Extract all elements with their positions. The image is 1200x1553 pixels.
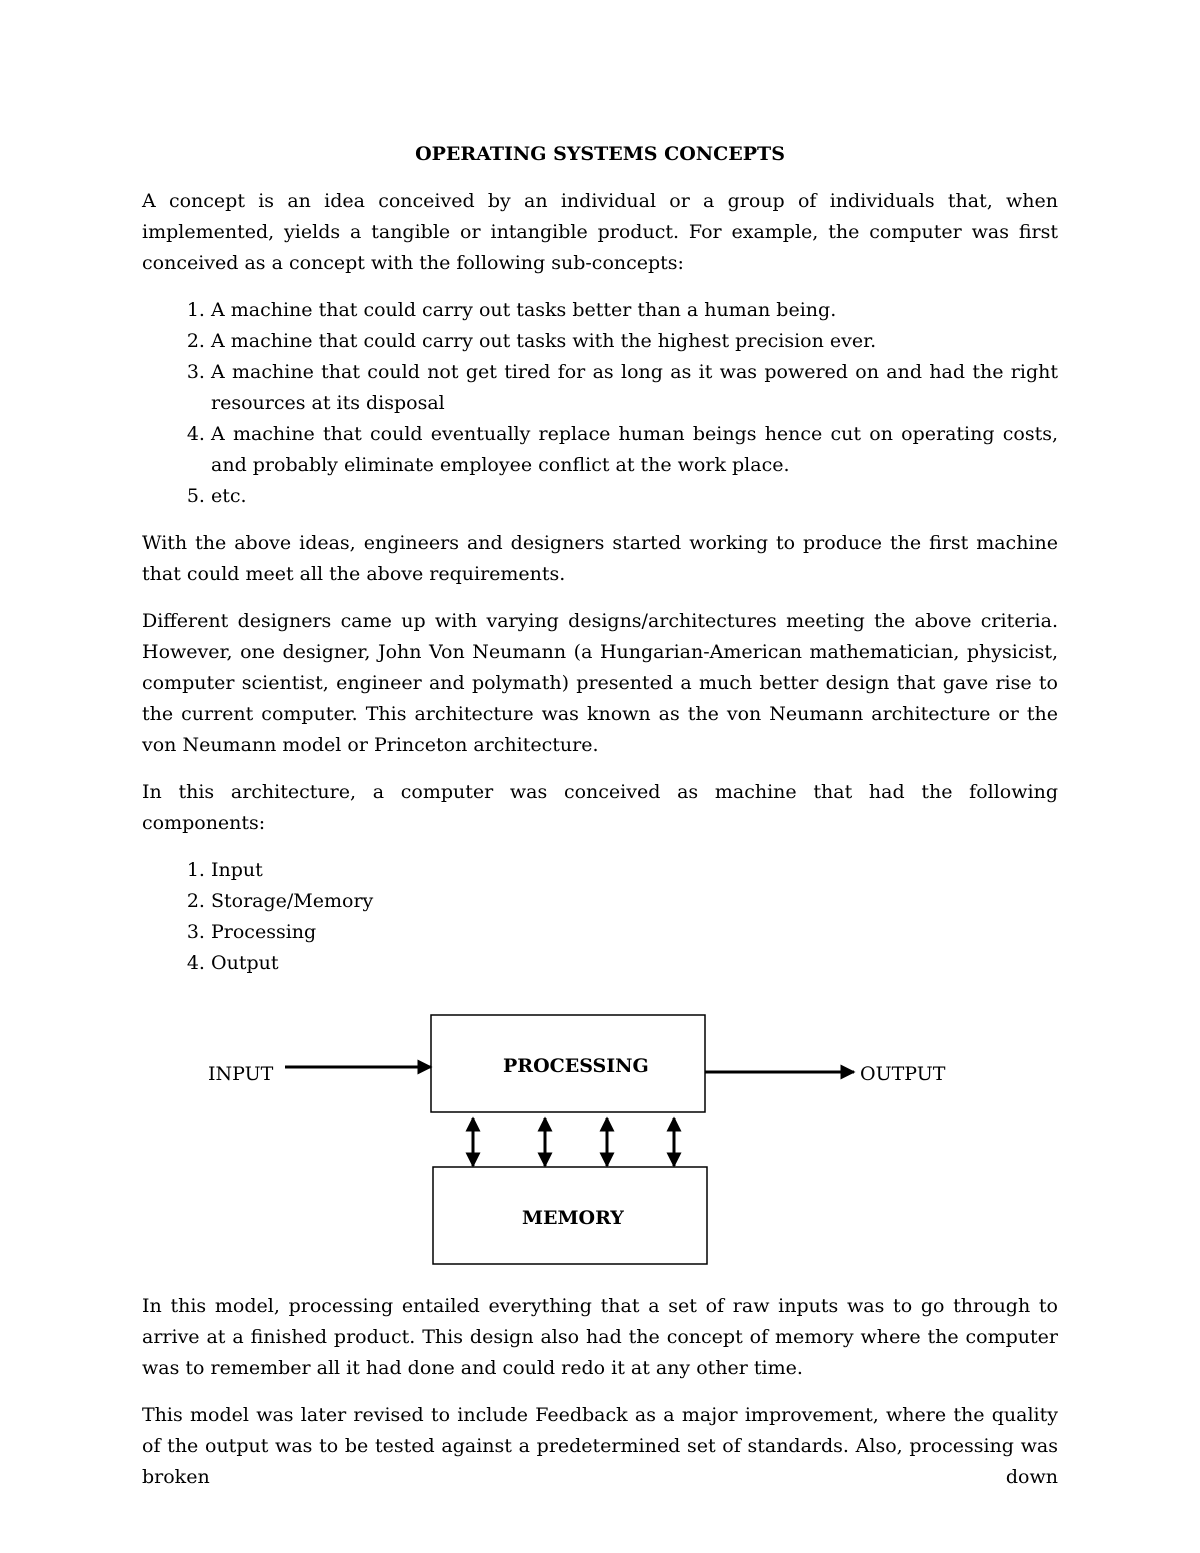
list-item: 2. Storage/Memory: [211, 886, 1058, 917]
diagram-graphic: [142, 989, 1058, 1279]
components-intro-paragraph: In this architecture, a computer was conceived as machine that had the following components:: [142, 781, 1058, 834]
list-item: 1. Input: [211, 855, 1058, 886]
input-label: INPUT: [208, 1063, 274, 1085]
document-page: [142, 140, 1058, 1509]
list-item: 2. A machine that could carry out tasks with the highest precision ever.: [211, 326, 1058, 357]
memory-label: MEMORY: [522, 1207, 624, 1229]
output-label: OUTPUT: [860, 1063, 946, 1085]
list-item: 4. A machine that could eventually replace human beings hence cut on operating costs, and probably eliminate employee conflict at the work place.: [211, 419, 1058, 481]
designers-paragraph: Different designers came up with varying designs/architectures meeting the above criteria. However, one designer, John Von Neumann (a Hungarian-American mathematician, physicist, computer scientist, engineer and polymath) presented a much better design that gave rise to the current computer. This architecture was known as the von Neumann architecture or the von Neumann model or Princeton architecture.: [142, 610, 1058, 756]
engineers-paragraph: With the above ideas, engineers and designers started working to produce the first machine that could meet all the above requirements.: [142, 532, 1058, 585]
von-neumann-diagram: [142, 989, 1058, 1279]
list-item: 4. Output: [211, 948, 1058, 979]
model-paragraph: In this model, processing entailed everything that a set of raw inputs was to go through to arrive at a finished product. This design also had the concept of memory where the computer was to remember all it had done and could redo it at any other time.: [142, 1295, 1058, 1379]
processing-label: PROCESSING: [503, 1055, 649, 1077]
list-item: 1. A machine that could carry out tasks better than a human being.: [211, 295, 1058, 326]
list-item: 5. etc.: [211, 481, 1058, 512]
revised-paragraph: This model was later revised to include Feedback as a major improvement, where the quality of the output was to be tested against a predetermined set of standards. Also, processing was broken down: [142, 1404, 1058, 1488]
list-item: 3. A machine that could not get tired for as long as it was powered on and had the right resources at its disposal: [211, 357, 1058, 419]
page-title: OPERATING SYSTEMS CONCEPTS: [415, 143, 785, 165]
intro-paragraph: A concept is an idea conceived by an individual or a group of individuals that, when implemented, yields a tangible or intangible product. For example, the computer was first conceived as a concept with the following sub-concepts:: [142, 190, 1058, 274]
list-item: 3. Processing: [211, 917, 1058, 948]
components-list: [142, 855, 1058, 979]
subconcepts-list: [142, 295, 1058, 512]
